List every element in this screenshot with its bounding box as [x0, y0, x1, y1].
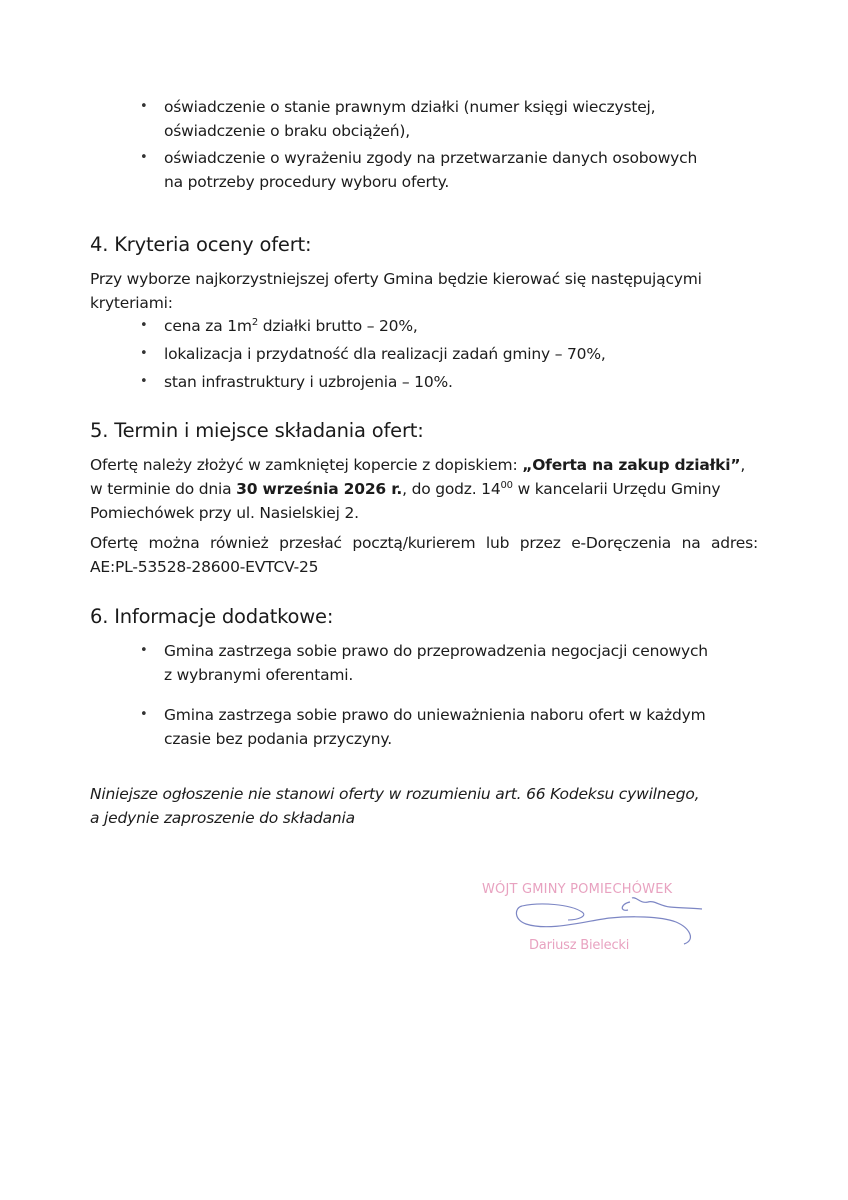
- text-run: w kancelarii Urzędu Gminy: [512, 480, 721, 498]
- paragraph-line: [90, 477, 770, 501]
- text-run: , do godz. 14: [402, 480, 501, 498]
- section-4-heading: 4. Kryteria oceny ofert:: [90, 233, 312, 256]
- bold-text: 30 września 2026 r.: [236, 480, 403, 498]
- criterion-infrastructure-text: stan infrastruktury i uzbrojenia – 10%.: [164, 373, 453, 391]
- list-item: [140, 146, 780, 194]
- list-item: [140, 703, 780, 751]
- disclaimer-line: a jedynie zaproszenie do składania: [90, 809, 355, 827]
- text-run: w terminie do dnia: [90, 480, 237, 498]
- text-run: ,: [740, 456, 746, 474]
- list-item-line: • oświadczenie o wyrażeniu zgody na przetwarzanie danych osobowych: [164, 149, 698, 167]
- list-item-line: oświadczenie o braku obciążeń),: [164, 122, 410, 140]
- section-6-heading: 6. Informacje dodatkowe:: [90, 605, 334, 628]
- list-item-line: z wybranymi oferentami.: [164, 666, 354, 684]
- list-item-line: na potrzeby procedury wyboru oferty.: [164, 173, 450, 191]
- criterion-location: [140, 342, 760, 366]
- superscript: 00: [500, 480, 513, 491]
- list-item: [140, 639, 780, 687]
- disclaimer-line: Niniejsze ogłoszenie nie stanowi oferty w rozumieniu art. 66 Kodeksu cywilnego,: [90, 785, 700, 803]
- list-item-line: • Gmina zastrzega sobie prawo do przeprowadzenia negocjacji cenowych: [164, 642, 708, 660]
- section-4-intro: Przy wyborze najkorzystniejszej oferty Gmina będzie kierować się następującymi kryteriami:: [90, 270, 702, 312]
- superscript: 2: [251, 317, 259, 328]
- criterion-price-text: działki brutto – 20%,: [258, 317, 418, 335]
- stamp-title: WÓJT GMINY POMIECHÓWEK: [482, 882, 673, 897]
- list-item-line: • Gmina zastrzega sobie prawo do unieważnienia naboru ofert w każdym: [164, 706, 706, 724]
- top-requirements-list: [140, 95, 780, 194]
- signatory-name: Dariusz Bielecki: [529, 938, 630, 953]
- disclaimer: [90, 782, 790, 830]
- bold-text: „Oferta na zakup działki”: [522, 456, 741, 474]
- criteria-list: [140, 314, 760, 394]
- criterion-price: [140, 314, 760, 338]
- text-run: Ofertę należy złożyć w zamkniętej kopercie z dopiskiem:: [90, 456, 523, 474]
- paragraph-line: [90, 453, 770, 477]
- list-item-line: • oświadczenie o stanie prawnym działki (numer księgi wieczystej,: [164, 98, 656, 116]
- paragraph-line: Pomiechówek przy ul. Nasielskiej 2.: [90, 504, 359, 522]
- additional-info-list: [140, 639, 780, 751]
- list-item-line: czasie bez podania przyczyny.: [164, 730, 392, 748]
- section-5-heading: 5. Termin i miejsce składania ofert:: [90, 419, 424, 442]
- signature-stamp: [470, 874, 710, 958]
- criterion-location-text: lokalizacja i przydatność dla realizacji zadań gminy – 70%,: [164, 345, 606, 363]
- criterion-price-text: cena za 1m: [164, 317, 252, 335]
- section-5-paragraph-1: [90, 453, 770, 525]
- list-item: [140, 95, 780, 143]
- criterion-infrastructure: [140, 370, 760, 394]
- section-5-paragraph-2: Ofertę można również przesłać pocztą/kurierem lub przez e-Doręczenia na adres: AE:PL-53528-28600-EVTCV-25: [90, 534, 758, 576]
